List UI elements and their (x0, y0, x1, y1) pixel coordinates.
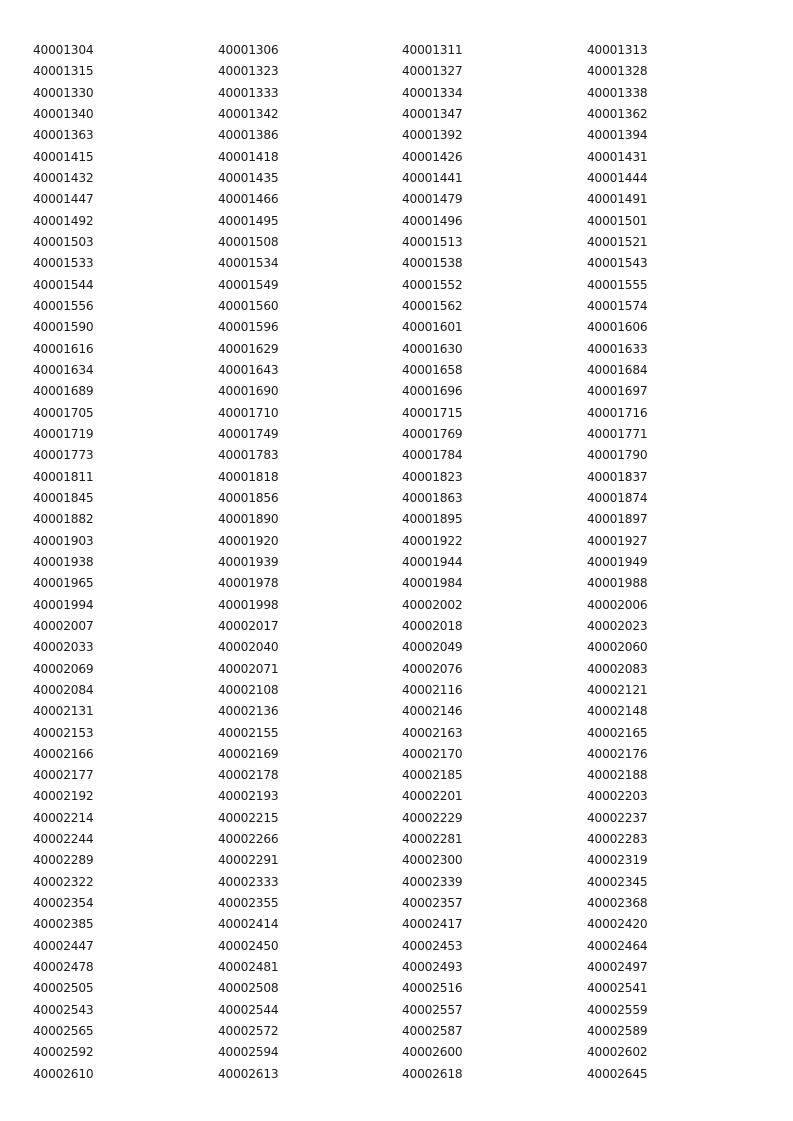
table-cell: 40001696 (402, 384, 463, 399)
table-cell: 40002414 (218, 917, 279, 932)
table-cell: 40002121 (587, 682, 648, 697)
table-cell: 40002018 (402, 618, 463, 633)
table-row (33, 339, 773, 360)
table-cell: 40002572 (218, 1024, 279, 1039)
table-row (33, 552, 773, 573)
table-cell: 40001606 (587, 320, 648, 335)
table-cell: 40001315 (33, 64, 94, 79)
table-cell: 40001323 (218, 64, 279, 79)
table-cell: 40002002 (402, 597, 463, 612)
table-cell: 40001998 (218, 597, 279, 612)
table-row (33, 531, 773, 552)
table-cell: 40001790 (587, 448, 648, 463)
table-cell: 40001749 (218, 426, 279, 441)
table-cell: 40002060 (587, 640, 648, 655)
table-cell: 40002464 (587, 938, 648, 953)
table-cell: 40001544 (33, 277, 94, 292)
table-cell: 40001922 (402, 533, 463, 548)
table-cell: 40001590 (33, 320, 94, 335)
table-row (33, 850, 773, 871)
table-cell: 40001479 (402, 192, 463, 207)
table-cell: 40001874 (587, 490, 648, 505)
table-cell: 40002069 (33, 661, 94, 676)
table-row (33, 829, 773, 850)
table-cell: 40002516 (402, 981, 463, 996)
table-cell: 40001441 (402, 170, 463, 185)
table-cell: 40001513 (402, 234, 463, 249)
table-cell: 40001773 (33, 448, 94, 463)
table-cell: 40002291 (218, 853, 279, 868)
table-row (33, 978, 773, 999)
table-cell: 40002594 (218, 1045, 279, 1060)
table-cell: 40002163 (402, 725, 463, 740)
table-cell: 40002508 (218, 981, 279, 996)
table-cell: 40001965 (33, 576, 94, 591)
table-row (33, 253, 773, 274)
table-cell: 40001495 (218, 213, 279, 228)
table-cell: 40002618 (402, 1066, 463, 1081)
table-cell: 40001944 (402, 554, 463, 569)
table-cell: 40002076 (402, 661, 463, 676)
table-cell: 40001897 (587, 512, 648, 527)
table-cell: 40002385 (33, 917, 94, 932)
table-cell: 40001719 (33, 426, 94, 441)
table-row (33, 189, 773, 210)
table-cell: 40002493 (402, 960, 463, 975)
table-cell: 40001466 (218, 192, 279, 207)
table-row (33, 616, 773, 637)
table-cell: 40001630 (402, 341, 463, 356)
table-cell: 40001601 (402, 320, 463, 335)
table-cell: 40002319 (587, 853, 648, 868)
table-cell: 40001689 (33, 384, 94, 399)
table-row (33, 1064, 773, 1085)
table-cell: 40001837 (587, 469, 648, 484)
table-row (33, 168, 773, 189)
table-row (33, 1021, 773, 1042)
table-row (33, 701, 773, 722)
table-cell: 40002146 (402, 704, 463, 719)
table-cell: 40001521 (587, 234, 648, 249)
table-cell: 40001949 (587, 554, 648, 569)
table-row (33, 467, 773, 488)
table-cell: 40001534 (218, 256, 279, 271)
table-cell: 40001863 (402, 490, 463, 505)
table-cell: 40002333 (218, 874, 279, 889)
table-cell: 40001643 (218, 362, 279, 377)
table-cell: 40002368 (587, 896, 648, 911)
table-cell: 40002155 (218, 725, 279, 740)
table-row (33, 872, 773, 893)
table-cell: 40002450 (218, 938, 279, 953)
table-row (33, 893, 773, 914)
table-cell: 40001715 (402, 405, 463, 420)
table-cell: 40002544 (218, 1002, 279, 1017)
table-cell: 40001492 (33, 213, 94, 228)
table-cell: 40001684 (587, 362, 648, 377)
table-cell: 40001415 (33, 149, 94, 164)
table-cell: 40002131 (33, 704, 94, 719)
table-cell: 40001328 (587, 64, 648, 79)
table-cell: 40002108 (218, 682, 279, 697)
table-cell: 40002645 (587, 1066, 648, 1081)
table-cell: 40002049 (402, 640, 463, 655)
table-row (33, 723, 773, 744)
table-cell: 40002006 (587, 597, 648, 612)
table-cell: 40001362 (587, 106, 648, 121)
table-cell: 40002289 (33, 853, 94, 868)
table-row (33, 360, 773, 381)
table-cell: 40001501 (587, 213, 648, 228)
table-row (33, 403, 773, 424)
table-cell: 40001988 (587, 576, 648, 591)
table-cell: 40002557 (402, 1002, 463, 1017)
table-row (33, 317, 773, 338)
table-cell: 40002420 (587, 917, 648, 932)
table-cell: 40001444 (587, 170, 648, 185)
table-cell: 40002017 (218, 618, 279, 633)
table-cell: 40001716 (587, 405, 648, 420)
table-cell: 40001994 (33, 597, 94, 612)
table-row (33, 573, 773, 594)
table-cell: 40001342 (218, 106, 279, 121)
table-cell: 40002283 (587, 832, 648, 847)
table-cell: 40001306 (218, 43, 279, 57)
table-cell: 40001426 (402, 149, 463, 164)
table-cell: 40001823 (402, 469, 463, 484)
table-cell: 40001938 (33, 554, 94, 569)
table-cell: 40002244 (33, 832, 94, 847)
table-cell: 40002357 (402, 896, 463, 911)
table-cell: 40001984 (402, 576, 463, 591)
table-row (33, 765, 773, 786)
table-cell: 40001418 (218, 149, 279, 164)
table-cell: 40001690 (218, 384, 279, 399)
table-cell: 40001633 (587, 341, 648, 356)
table-cell: 40001313 (587, 43, 648, 57)
table-row (33, 424, 773, 445)
table-row (33, 381, 773, 402)
table-cell: 40002176 (587, 746, 648, 761)
table-cell: 40001311 (402, 43, 463, 57)
table-row (33, 957, 773, 978)
table-cell: 40001596 (218, 320, 279, 335)
table-cell: 40002497 (587, 960, 648, 975)
table-cell: 40002203 (587, 789, 648, 804)
table-cell: 40002592 (33, 1045, 94, 1060)
table-cell: 40001363 (33, 128, 94, 143)
table-cell: 40001543 (587, 256, 648, 271)
table-cell: 40002214 (33, 810, 94, 825)
table-cell: 40002071 (218, 661, 279, 676)
table-cell: 40001920 (218, 533, 279, 548)
table-cell: 40001386 (218, 128, 279, 143)
table-cell: 40001392 (402, 128, 463, 143)
table-row (33, 637, 773, 658)
table-row (33, 83, 773, 104)
table-cell: 40002215 (218, 810, 279, 825)
table-cell: 40001435 (218, 170, 279, 185)
table-cell: 40001340 (33, 106, 94, 121)
table-cell: 40002447 (33, 938, 94, 953)
table-cell: 40002040 (218, 640, 279, 655)
table-row (33, 211, 773, 232)
table-cell: 40001890 (218, 512, 279, 527)
table-row (33, 40, 773, 61)
table-row (33, 1000, 773, 1021)
table-cell: 40001447 (33, 192, 94, 207)
table-cell: 40002613 (218, 1066, 279, 1081)
table-cell: 40002169 (218, 746, 279, 761)
table-cell: 40001562 (402, 298, 463, 313)
table-cell: 40002229 (402, 810, 463, 825)
table-cell: 40002266 (218, 832, 279, 847)
table-row (33, 61, 773, 82)
table-cell: 40001347 (402, 106, 463, 121)
table-cell: 40001697 (587, 384, 648, 399)
table-cell: 40002192 (33, 789, 94, 804)
table-cell: 40002565 (33, 1024, 94, 1039)
table-cell: 40001634 (33, 362, 94, 377)
table-row (33, 296, 773, 317)
table-row (33, 659, 773, 680)
table-row (33, 786, 773, 807)
table-cell: 40002033 (33, 640, 94, 655)
table-cell: 40002481 (218, 960, 279, 975)
table-row (33, 232, 773, 253)
table-cell: 40001845 (33, 490, 94, 505)
table-cell: 40001304 (33, 43, 94, 57)
table-cell: 40002170 (402, 746, 463, 761)
table-cell: 40002453 (402, 938, 463, 953)
table-row (33, 445, 773, 466)
table-cell: 40001394 (587, 128, 648, 143)
table-cell: 40001496 (402, 213, 463, 228)
table-cell: 40001334 (402, 85, 463, 100)
table-row (33, 125, 773, 146)
table-cell: 40002084 (33, 682, 94, 697)
table-row (33, 275, 773, 296)
table-cell: 40001574 (587, 298, 648, 313)
table-cell: 40001783 (218, 448, 279, 463)
table-row (33, 1042, 773, 1063)
table-cell: 40002083 (587, 661, 648, 676)
table-cell: 40002023 (587, 618, 648, 633)
table-cell: 40002478 (33, 960, 94, 975)
table-cell: 40001895 (402, 512, 463, 527)
table-cell: 40001710 (218, 405, 279, 420)
table-cell: 40002300 (402, 853, 463, 868)
table-cell: 40001431 (587, 149, 648, 164)
table-cell: 40001705 (33, 405, 94, 420)
number-table (33, 40, 773, 1085)
table-cell: 40002602 (587, 1045, 648, 1060)
table-row (33, 147, 773, 168)
table-cell: 40002153 (33, 725, 94, 740)
table-cell: 40001978 (218, 576, 279, 591)
table-cell: 40002281 (402, 832, 463, 847)
table-cell: 40001629 (218, 341, 279, 356)
table-cell: 40001555 (587, 277, 648, 292)
table-cell: 40001939 (218, 554, 279, 569)
table-cell: 40001432 (33, 170, 94, 185)
table-cell: 40001552 (402, 277, 463, 292)
table-cell: 40001784 (402, 448, 463, 463)
table-cell: 40002007 (33, 618, 94, 633)
table-cell: 40002543 (33, 1002, 94, 1017)
table-cell: 40001811 (33, 469, 94, 484)
table-cell: 40002339 (402, 874, 463, 889)
table-cell: 40002505 (33, 981, 94, 996)
table-row (33, 509, 773, 530)
table-cell: 40002116 (402, 682, 463, 697)
table-cell: 40001769 (402, 426, 463, 441)
table-cell: 40001549 (218, 277, 279, 292)
table-cell: 40002322 (33, 874, 94, 889)
table-cell: 40002354 (33, 896, 94, 911)
table-cell: 40002177 (33, 768, 94, 783)
table-cell: 40002345 (587, 874, 648, 889)
table-cell: 40001616 (33, 341, 94, 356)
table-cell: 40001771 (587, 426, 648, 441)
table-cell: 40001560 (218, 298, 279, 313)
table-cell: 40002193 (218, 789, 279, 804)
table-cell: 40001818 (218, 469, 279, 484)
table-cell: 40001508 (218, 234, 279, 249)
table-cell: 40001556 (33, 298, 94, 313)
table-cell: 40001330 (33, 85, 94, 100)
table-cell: 40002188 (587, 768, 648, 783)
table-row (33, 808, 773, 829)
table-cell: 40002587 (402, 1024, 463, 1039)
table-row (33, 104, 773, 125)
table-row (33, 488, 773, 509)
table-cell: 40002610 (33, 1066, 94, 1081)
table-row (33, 914, 773, 935)
table-cell: 40002237 (587, 810, 648, 825)
table-cell: 40001333 (218, 85, 279, 100)
table-cell: 40002178 (218, 768, 279, 783)
table-cell: 40001338 (587, 85, 648, 100)
table-cell: 40001491 (587, 192, 648, 207)
table-cell: 40002201 (402, 789, 463, 804)
table-cell: 40002185 (402, 768, 463, 783)
table-cell: 40002355 (218, 896, 279, 911)
table-cell: 40002165 (587, 725, 648, 740)
table-row (33, 595, 773, 616)
table-cell: 40001658 (402, 362, 463, 377)
table-cell: 40002136 (218, 704, 279, 719)
table-cell: 40001503 (33, 234, 94, 249)
table-cell: 40002417 (402, 917, 463, 932)
table-cell: 40002559 (587, 1002, 648, 1017)
table-cell: 40001538 (402, 256, 463, 271)
table-row (33, 744, 773, 765)
table-cell: 40001927 (587, 533, 648, 548)
table-cell: 40001856 (218, 490, 279, 505)
table-cell: 40002148 (587, 704, 648, 719)
table-cell: 40002166 (33, 746, 94, 761)
table-cell: 40001327 (402, 64, 463, 79)
table-row (33, 680, 773, 701)
table-cell: 40002541 (587, 981, 648, 996)
table-cell: 40001533 (33, 256, 94, 271)
table-row (33, 936, 773, 957)
table-cell: 40001882 (33, 512, 94, 527)
table-cell: 40001903 (33, 533, 94, 548)
table-cell: 40002600 (402, 1045, 463, 1060)
table-cell: 40002589 (587, 1024, 648, 1039)
